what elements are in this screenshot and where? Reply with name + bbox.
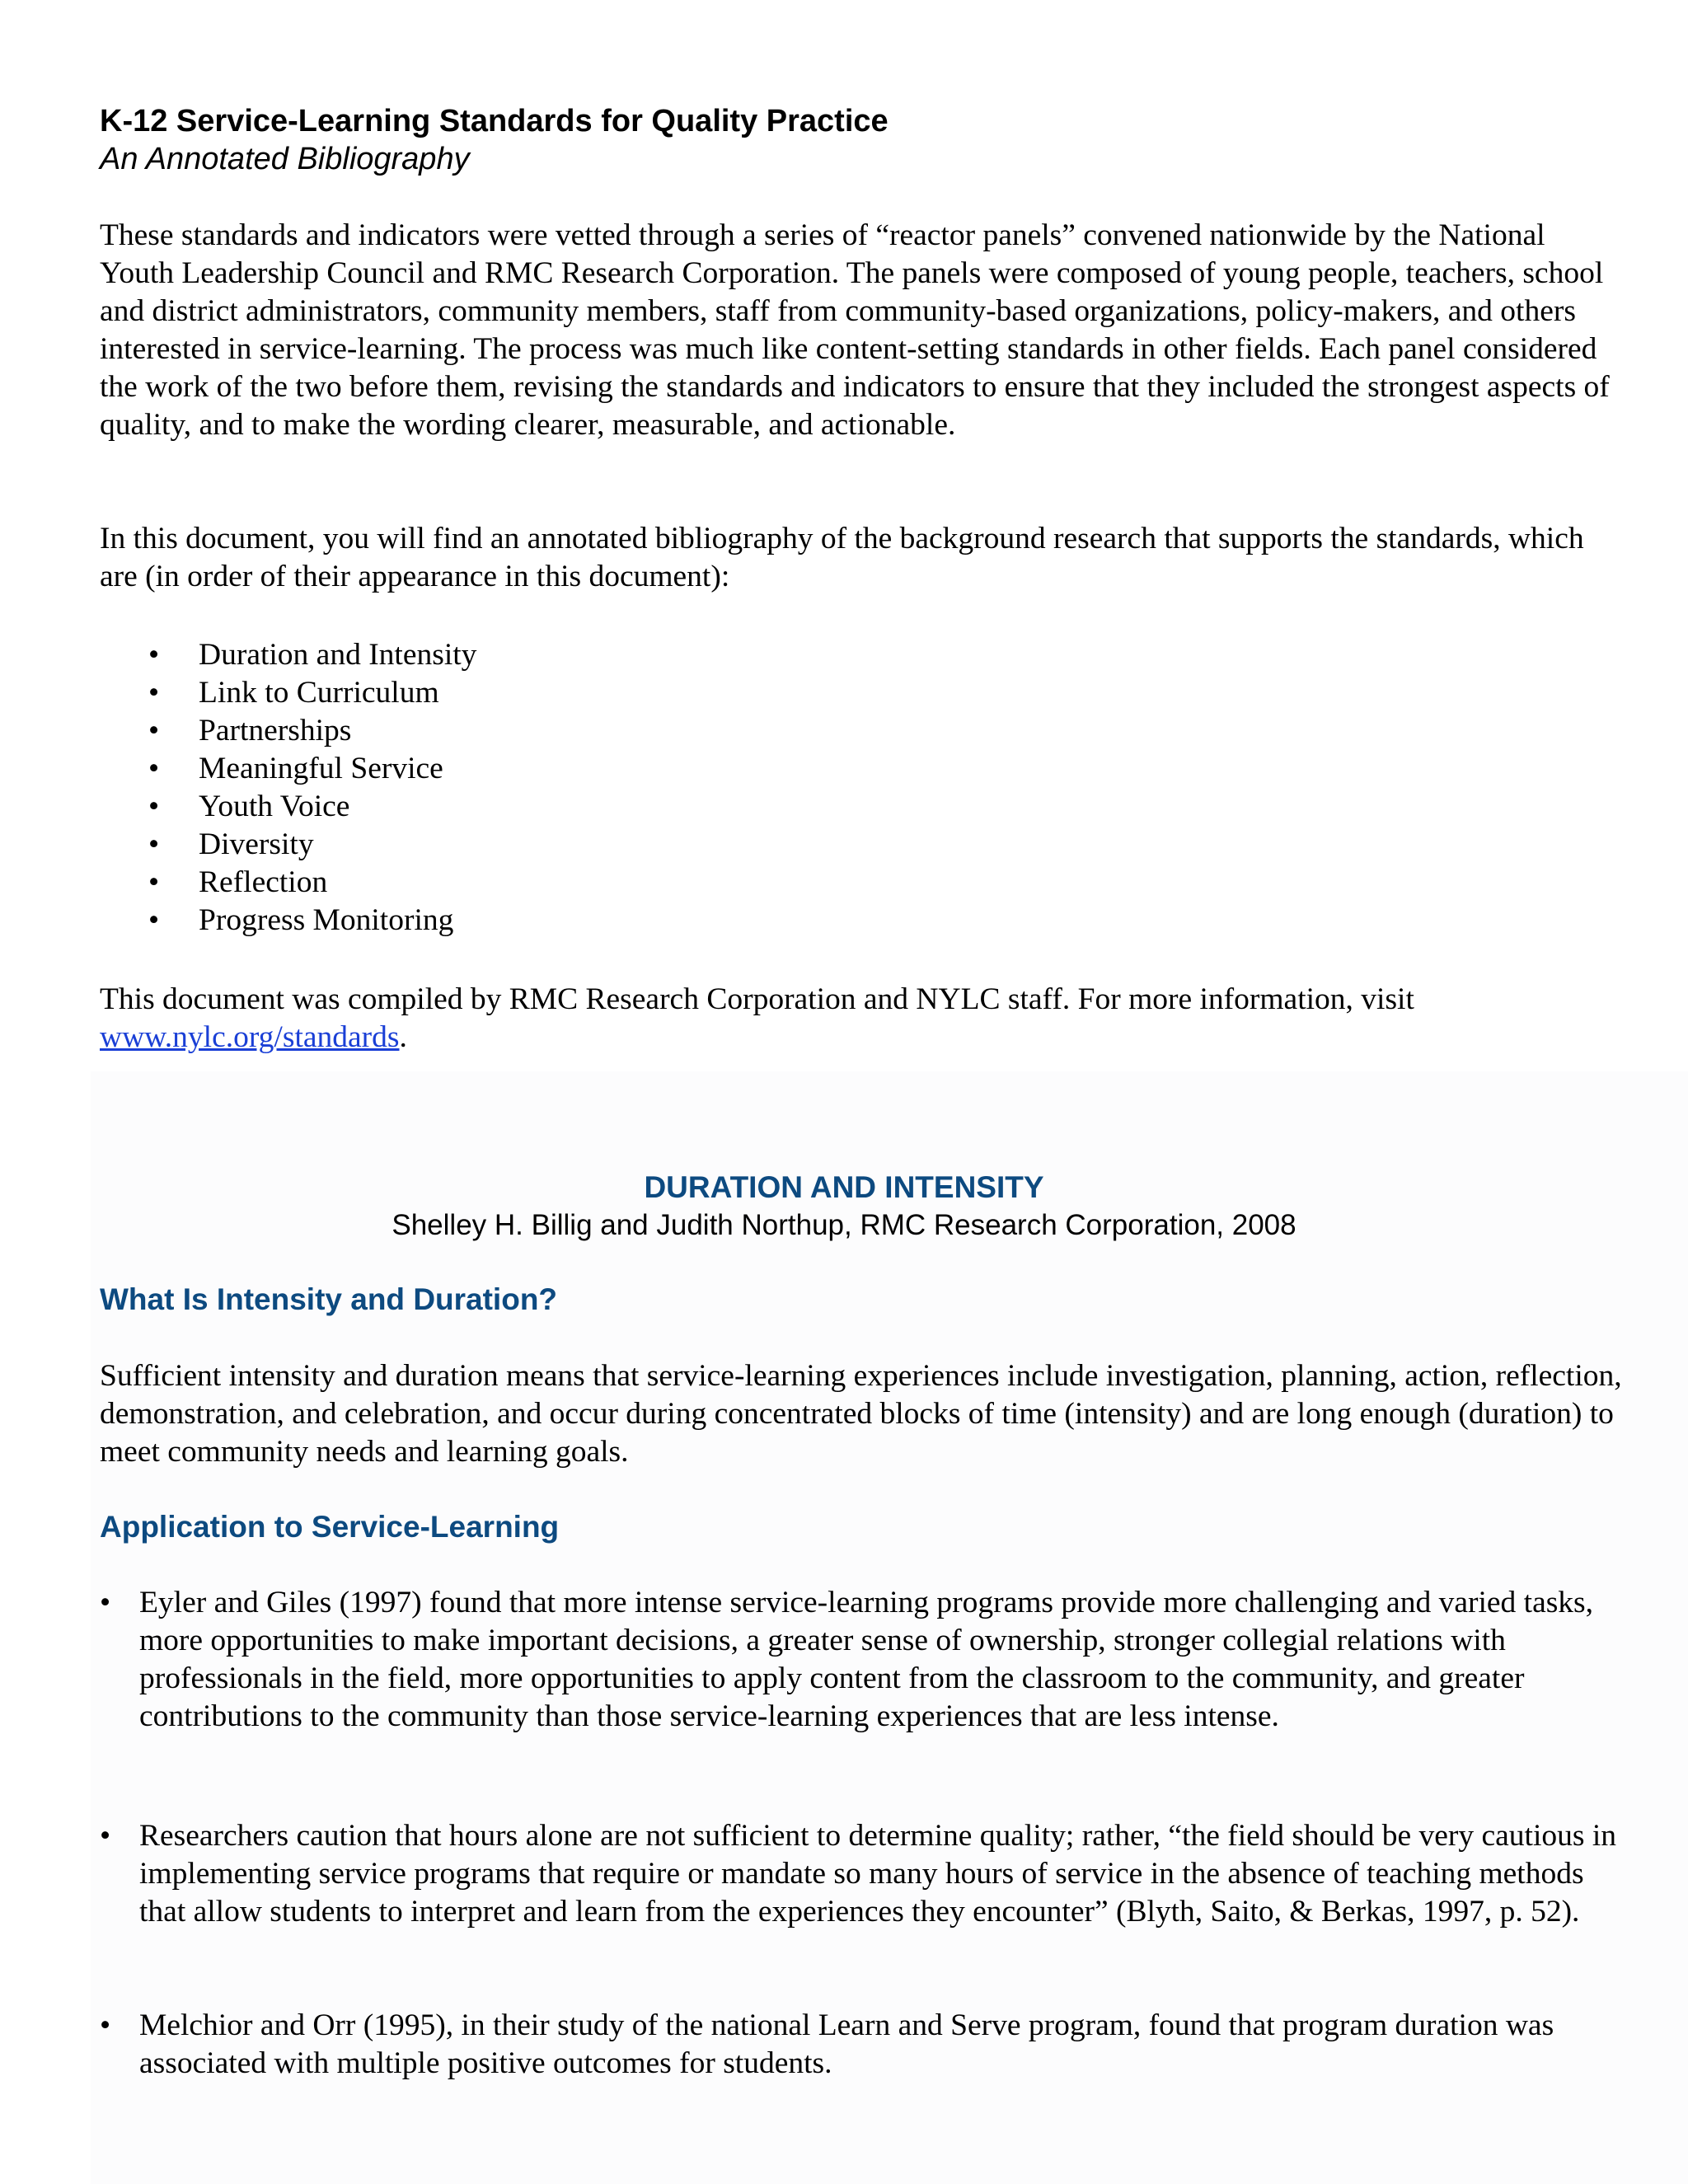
standards-link[interactable]: www.nylc.org/standards xyxy=(100,1020,400,1054)
definition-paragraph: Sufficient intensity and duration means that service-learning experiences include investigation, planning, action, reflection, demonstration, and celebration, and occur during concentrated blocks of time (intensity) and are long enough (duration) to meet community needs and learning goals. xyxy=(100,1359,1622,1469)
bullet-icon: • xyxy=(100,1819,111,1853)
bullet-icon: • xyxy=(148,676,160,710)
bullet-icon: • xyxy=(148,638,160,672)
document-title: K-12 Service-Learning Standards for Quality Practice xyxy=(100,104,889,138)
bullet-icon: • xyxy=(148,790,160,823)
document-subtitle: An Annotated Bibliography xyxy=(100,142,470,176)
bullet-icon: • xyxy=(148,752,160,785)
finding-item: • Melchior and Orr (1995), in their study of the national Learn and Serve program, found that program duration was associated with multiple positive outcomes for students. xyxy=(100,2008,1554,2080)
heading-what-is: What Is Intensity and Duration? xyxy=(100,1282,558,1316)
intro-paragraph: These standards and indicators were vetted through a series of “reactor panels” convened nationwide by the National Youth Leadership Council and RMC Research Corporation. The panels were composed of young people, teachers, school and district administrators, community members, staff from community-based organizations, policy-makers, and others interested in service-learning. The process was much like content-setting standards in other fields. Each panel considered the work of the two before them, revising the standards and indicators to ensure that they included the strongest aspects of quality, and to make the wording clearer, measurable, and actionable. xyxy=(100,218,1610,442)
compiled-by-paragraph: This document was compiled by RMC Research Corporation and NYLC staff. For more information, visit www.nylc.org/standards. xyxy=(100,982,1414,1054)
finding-item: • Eyler and Giles (1997) found that more intense service-learning programs provide more challenging and varied tasks, more opportunities to make important decisions, a greater sense of ownership, stronger collegial relations with professionals in the field, more opportunities to apply content from the classroom to the community, and greater contributions to the community than those service-learning experiences that are less intense. xyxy=(100,1586,1594,1733)
section-author: Shelley H. Billig and Judith Northup, RMC Research Corporation, 2008 xyxy=(392,1209,1296,1241)
section-title: DURATION AND INTENSITY xyxy=(644,1170,1044,1204)
heading-application: Application to Service-Learning xyxy=(100,1510,560,1544)
bullet-icon: • xyxy=(148,865,160,899)
intro-paragraph-standards: In this document, you will find an annotated bibliography of the background research that supports the standards, which are (in order of their appearance in this document): xyxy=(100,522,1584,593)
document-page: K-12 Service-Learning Standards for Quality Practice An Annotated Bibliography These standards and indicators were vetted through a series of “reactor panels” convened nationwide by the National Youth Leadership Council and RMC Research Corporation. The panels were composed of young people, teachers, school and district administrators, community members, staff from community-based organizations, policy-makers, and others interested in service-learning. The process was much like content-setting standards in other fields. Each panel considered the work of the two before them, revising the standards and indicators to ensure that they included the strongest aspects of quality, and to make the wording clearer, measurable, and actionable. In this document, you will find an annotated bibliography of the background research that supports the standards, which are (in order of their appearance in this document): • Duration and Intensity • Link to Curriculum • Partnerships • Meaningful Service • Youth Voice • Diversity • Reflection • Progress Monitoring This document was compiled by RMC Research Corporation and NYLC staff. For more information, visit www.nylc.org/standards. DURATION AND INTENSITY Shelley H. Billig and Judith Northup, RMC Research Corporation, 2008 What Is Intensity and Duration? Sufficient intensity and duration means that service-learning experiences include investigation, planning, action, reflection, demonstration, and celebration, and occur during concentrated blocks of time (intensity) and are long enough (duration) to meet community needs and learning goals. Application to Service-Learning • Eyler and Giles (1997) found that more intense service-learning programs provide more challenging and varied tasks, more opportunities to make important decisions, a greater sense of ownership, stronger collegial relations with professionals in the field, more opportunities to apply content from the classroom to the community, and greater contributions to the community than those service-learning experiences that are less intense. • Researchers caution that hours alone are not sufficient to determine quality; rather, “the field should be very cautious in implementing service programs that require or mandate so many hours of service in the absence of teaching methods that allow students to interpret and learn from the experiences they encounter” (Blyth, Saito, & Berkas, 1997, p. 52). • Melchior and Orr (1995), in their study of the national Learn and Serve program, found that program duration was associated with multiple positive outcomes for students. xyxy=(0,0,1688,2184)
finding-item: • Researchers caution that hours alone are not sufficient to determine quality; rather, “the field should be very cautious in implementing service programs that require or mandate so many hours of service in the absence of teaching methods that allow students to interpret and learn from the experiences they encounter” (Blyth, Saito, & Berkas, 1997, p. 52). xyxy=(100,1819,1616,1929)
bullet-icon: • xyxy=(148,714,160,748)
bullet-icon: • xyxy=(100,2008,111,2042)
bullet-icon: • xyxy=(148,827,160,861)
bullet-icon: • xyxy=(100,1586,111,1619)
bullet-icon: • xyxy=(148,903,160,937)
